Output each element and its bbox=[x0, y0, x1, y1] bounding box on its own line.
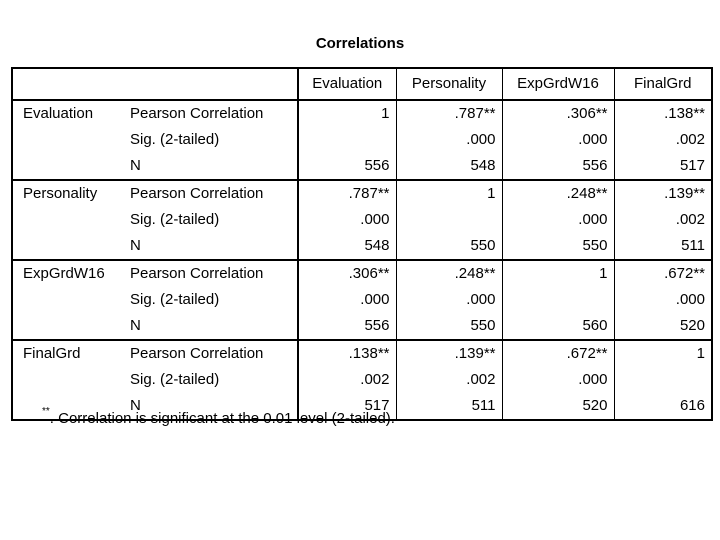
table-cell: .138** bbox=[298, 340, 396, 367]
table-cell: 1 bbox=[396, 180, 502, 207]
header-row bbox=[12, 68, 712, 100]
row-variable-label: FinalGrd bbox=[12, 340, 124, 367]
table-row bbox=[12, 367, 712, 393]
table-row bbox=[12, 313, 712, 340]
table-cell: 556 bbox=[298, 313, 396, 340]
table-cell: 556 bbox=[298, 153, 396, 180]
table-cell: .248** bbox=[502, 180, 614, 207]
statistic-label: N bbox=[130, 397, 141, 414]
column-header: Evaluation bbox=[298, 68, 396, 100]
header-blank bbox=[12, 68, 124, 100]
table-cell: 520 bbox=[614, 313, 712, 340]
row-variable-label bbox=[12, 207, 124, 233]
statistic-label: N bbox=[130, 157, 141, 174]
table-cell: .000 bbox=[396, 287, 502, 313]
table-cell: .002 bbox=[614, 207, 712, 233]
table-cell: 520 bbox=[502, 393, 614, 420]
table-cell: 1 bbox=[502, 260, 614, 287]
table-cell: 1 bbox=[298, 100, 396, 127]
table-cell bbox=[614, 367, 712, 393]
table-row bbox=[12, 340, 712, 367]
table-cell: .000 bbox=[396, 127, 502, 153]
statistic-label: Pearson Correlation bbox=[124, 340, 298, 367]
table-cell: 548 bbox=[298, 233, 396, 260]
statistic-label: N bbox=[130, 237, 141, 254]
table-cell: .787** bbox=[396, 100, 502, 127]
table-cell: 517 bbox=[298, 393, 396, 420]
table-cell: .672** bbox=[614, 260, 712, 287]
table-cell: 548 bbox=[396, 153, 502, 180]
row-variable-label bbox=[12, 313, 124, 340]
footnote bbox=[42, 406, 395, 427]
table-title: Correlations bbox=[315, 35, 405, 52]
table-cell: 550 bbox=[396, 313, 502, 340]
column-header: FinalGrd bbox=[614, 68, 712, 100]
table-cell bbox=[396, 207, 502, 233]
table-cell: .000 bbox=[298, 207, 396, 233]
statistic-label: Sig. (2-tailed) bbox=[130, 211, 220, 228]
table-cell bbox=[298, 127, 396, 153]
statistic-label: Pearson Correlation bbox=[124, 100, 298, 127]
table-cell: .002 bbox=[298, 367, 396, 393]
row-variable-label: Evaluation bbox=[12, 100, 124, 127]
table-cell: .000 bbox=[502, 207, 614, 233]
table-cell: .138** bbox=[614, 100, 712, 127]
column-header: ExpGrdW16 bbox=[502, 68, 614, 100]
table-row bbox=[12, 153, 712, 180]
table-cell: 517 bbox=[614, 153, 712, 180]
table-cell: 511 bbox=[396, 393, 502, 420]
table-row bbox=[12, 260, 712, 287]
table-cell: .306** bbox=[298, 260, 396, 287]
row-variable-label bbox=[12, 367, 124, 393]
row-variable-label bbox=[12, 287, 124, 313]
table-cell: .000 bbox=[614, 287, 712, 313]
table-cell: .306** bbox=[502, 100, 614, 127]
row-variable-label bbox=[12, 153, 124, 180]
statistic-label: Sig. (2-tailed) bbox=[130, 291, 220, 308]
table-cell: .672** bbox=[502, 340, 614, 367]
statistic-label: Sig. (2-tailed) bbox=[130, 371, 220, 388]
statistic-label: Pearson Correlation bbox=[124, 180, 298, 207]
table-cell: 1 bbox=[614, 340, 712, 367]
statistic-label: Sig. (2-tailed) bbox=[130, 131, 220, 148]
header-blank bbox=[124, 68, 298, 100]
row-variable-label: Personality bbox=[12, 180, 124, 207]
correlations-table bbox=[11, 67, 713, 421]
table-row bbox=[12, 233, 712, 260]
table-row bbox=[12, 180, 712, 207]
table-cell: 560 bbox=[502, 313, 614, 340]
table-cell: 550 bbox=[396, 233, 502, 260]
table-cell bbox=[502, 287, 614, 313]
row-variable-label: ExpGrdW16 bbox=[12, 260, 124, 287]
table-cell: .002 bbox=[614, 127, 712, 153]
statistic-label: N bbox=[130, 317, 141, 334]
table-cell: 616 bbox=[614, 393, 712, 420]
table-cell: .000 bbox=[298, 287, 396, 313]
table-cell: .002 bbox=[396, 367, 502, 393]
row-variable-label bbox=[12, 127, 124, 153]
row-variable-label bbox=[12, 233, 124, 260]
table-cell: .139** bbox=[396, 340, 502, 367]
footnote-text: . Correlation is significant at the 0.01 level (2-tailed). bbox=[49, 410, 395, 427]
table-cell: 550 bbox=[502, 233, 614, 260]
table-row bbox=[12, 100, 712, 127]
statistic-label: Pearson Correlation bbox=[124, 260, 298, 287]
table-cell: .248** bbox=[396, 260, 502, 287]
column-header: Personality bbox=[396, 68, 502, 100]
table-cell: .139** bbox=[614, 180, 712, 207]
table-row bbox=[12, 287, 712, 313]
table-cell: .000 bbox=[502, 127, 614, 153]
table-row bbox=[12, 127, 712, 153]
table-cell: 556 bbox=[502, 153, 614, 180]
footnote-marker: ** bbox=[42, 406, 50, 417]
table-cell: .787** bbox=[298, 180, 396, 207]
table-cell: .000 bbox=[502, 367, 614, 393]
table-cell: 511 bbox=[614, 233, 712, 260]
table-row bbox=[12, 207, 712, 233]
